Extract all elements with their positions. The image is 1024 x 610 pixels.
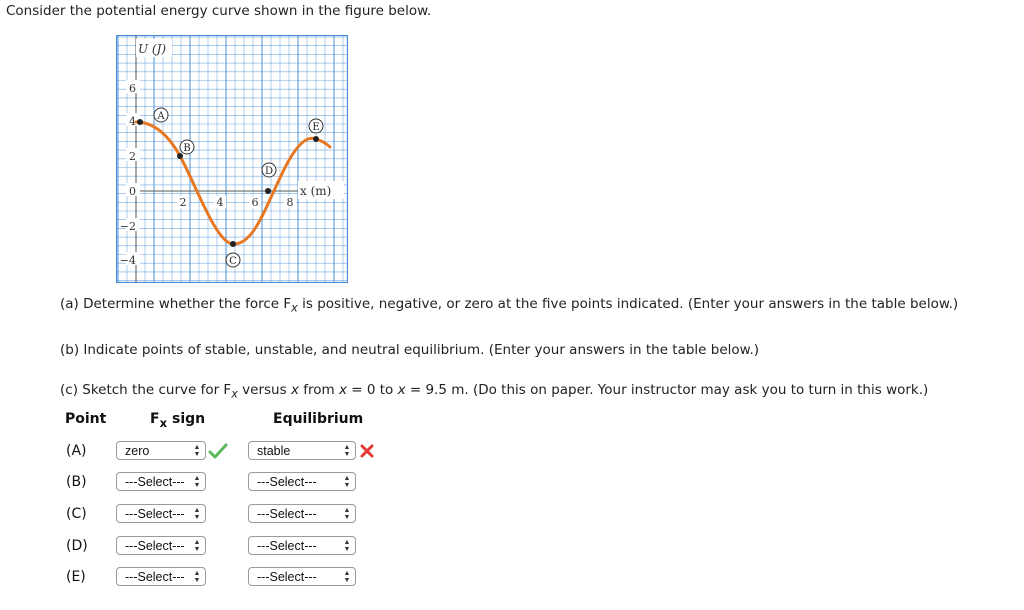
fx-select-E[interactable]: ---Select--- ▲ ▼ <box>116 567 206 586</box>
select-arrows-icon: ▲ ▼ <box>193 570 201 584</box>
row-label-C: (C) <box>66 506 87 522</box>
fx-select-D[interactable]: ---Select--- ▲ ▼ <box>116 536 206 555</box>
point-B-label: B <box>183 143 191 154</box>
fx-select-B[interactable]: ---Select--- ▲ ▼ <box>116 472 206 491</box>
x-tick-label: 6 <box>251 196 259 209</box>
x-tick-label: 4 <box>216 196 224 209</box>
select-arrows-icon: ▲ ▼ <box>193 475 201 489</box>
potential-energy-figure <box>116 35 348 287</box>
question-c: (c) Sketch the curve for $F_x$ versus x from x = 0 to x = 9.5 m. (Do this on paper. Your instructor may ask you to turn in this work.) <box>60 382 929 401</box>
select-arrows-icon: ▲ ▼ <box>343 444 351 458</box>
y-axis-label: U (J) <box>138 42 167 56</box>
correct-check-icon <box>208 443 228 459</box>
point-D-dot <box>265 188 271 194</box>
column-header-point: Point <box>65 411 107 427</box>
equilibrium-select-E[interactable]: ---Select--- ▲ ▼ <box>248 567 356 586</box>
select-arrows-icon: ▲ ▼ <box>193 539 201 553</box>
y-tick-label: −4 <box>119 254 136 267</box>
point-C-label: C <box>229 256 237 267</box>
select-arrows-icon: ▲ ▼ <box>343 570 351 584</box>
point-A-dot <box>137 119 143 125</box>
potential-energy-graph <box>116 35 348 283</box>
y-tick-label: 2 <box>129 150 136 163</box>
question-a: (a) Determine whether the force $F_x$ is positive, negative, or zero at the five points indicated. (Enter your answers in the table below.) <box>60 296 959 315</box>
column-header-equilibrium: Equilibrium <box>273 411 364 427</box>
y-tick-label: 4 <box>129 115 136 128</box>
point-D-label: D <box>264 166 274 177</box>
row-label-A: (A) <box>66 443 87 459</box>
row-label-E: (E) <box>66 569 86 585</box>
y-tick-label: 0 <box>129 185 136 198</box>
x-axis-label: x (m) <box>300 184 332 198</box>
fx-select-A[interactable]: zero ▲ ▼ <box>116 441 206 460</box>
row-label-D: (D) <box>66 538 88 554</box>
select-arrows-icon: ▲ ▼ <box>193 507 201 521</box>
point-B-dot <box>177 153 183 159</box>
equilibrium-select-B[interactable]: ---Select--- ▲ ▼ <box>248 472 356 491</box>
question-b: (b) Indicate points of stable, unstable, and neutral equilibrium. (Enter your answers in the table below.) <box>60 342 760 358</box>
intro-text: Consider the potential energy curve shown in the figure below. <box>6 3 432 19</box>
select-arrows-icon: ▲ ▼ <box>343 507 351 521</box>
x-tick-label: 8 <box>286 196 294 209</box>
point-A-label: A <box>157 111 165 122</box>
y-tick-label: 6 <box>129 82 136 95</box>
column-header-fx-sign: $F_x$ sign <box>150 411 206 430</box>
point-C-dot <box>230 241 236 247</box>
point-E-label: E <box>312 122 320 133</box>
select-arrows-icon: ▲ ▼ <box>193 444 201 458</box>
equilibrium-select-C[interactable]: ---Select--- ▲ ▼ <box>248 504 356 523</box>
y-tick-label: −2 <box>119 220 136 233</box>
equilibrium-select-D[interactable]: ---Select--- ▲ ▼ <box>248 536 356 555</box>
row-label-B: (B) <box>66 474 87 490</box>
fx-select-C[interactable]: ---Select--- ▲ ▼ <box>116 504 206 523</box>
equilibrium-select-A[interactable]: stable ▲ ▼ <box>248 441 356 460</box>
incorrect-x-icon <box>360 444 374 458</box>
select-arrows-icon: ▲ ▼ <box>343 475 351 489</box>
select-arrows-icon: ▲ ▼ <box>343 539 351 553</box>
x-tick-label: 2 <box>179 196 187 209</box>
point-E-dot <box>313 136 319 142</box>
